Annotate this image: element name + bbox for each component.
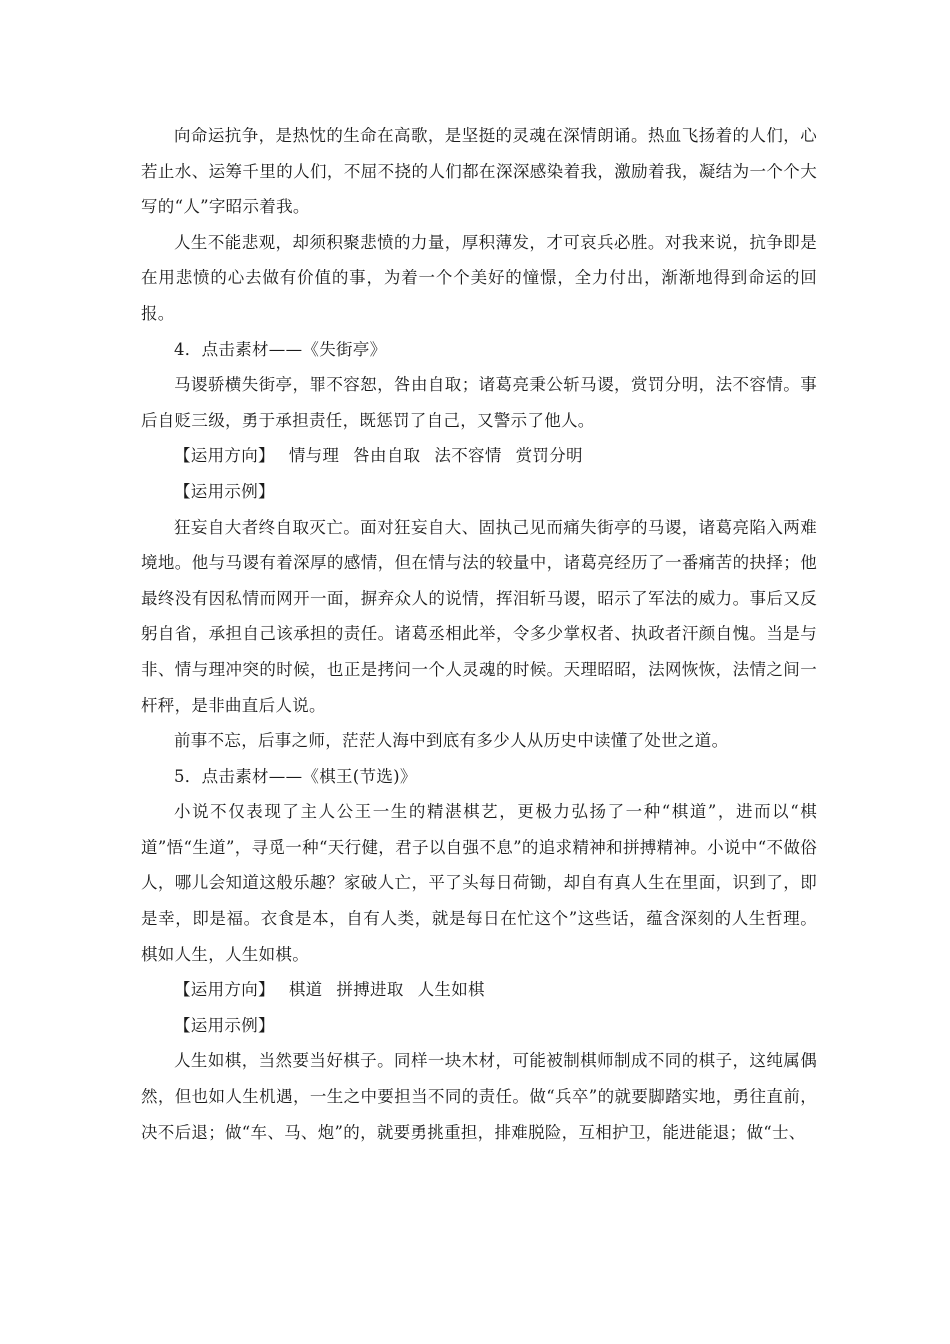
section-heading-5: 5．点击素材——《棋王(节选)》	[174, 766, 417, 786]
paragraph: 人生如棋，当然要当好棋子。同样一块木材，可能被制棋师制成不同的棋子，这纯属偶然，但也如人生机遇，一生之中要担当不同的责任。做“兵卒”的就要脚踏实地，勇往直前，决不后退；做“车、马、炮”的，就要勇挑重担，排难脱险，互相护卫，能进能退；做“士、	[141, 1051, 817, 1142]
paragraph: 人生不能悲观，却须积聚悲愤的力量，厚积薄发，才可哀兵必胜。对我来说，抗争即是在用悲愤的心去做有价值的事，为着一个个美好的憧憬，全力付出，渐渐地得到命运的回报。	[141, 232, 817, 323]
document-body	[141, 118, 817, 1150]
usage-direction-label: 【运用方向】	[174, 980, 275, 1000]
usage-example-label-4: 【运用示例】	[174, 481, 275, 501]
usage-direction-4	[141, 438, 817, 474]
paragraph: 马谡骄横失街亭，罪不容恕，咎由自取；诸葛亮秉公斩马谡，赏罚分明，法不容情。事后自贬三级，勇于承担责任，既惩罚了自己，又警示了他人。	[141, 375, 817, 430]
usage-keyword: 赏罚分明	[515, 446, 583, 466]
usage-keyword: 咎由自取	[353, 446, 421, 466]
usage-keyword: 法不容情	[434, 446, 502, 466]
paragraph: 前事不忘，后事之师，茫茫人海中到底有多少人从历史中读懂了处世之道。	[174, 731, 729, 751]
usage-keyword: 拼搏进取	[336, 980, 404, 1000]
usage-keyword: 情与理	[288, 446, 340, 466]
usage-direction-label: 【运用方向】	[174, 446, 275, 466]
paragraph: 向命运抗争，是热忱的生命在高歌，是坚挺的灵魂在深情朗诵。热血飞扬着的人们，心若止水、运筹千里的人们，不屈不挠的人们都在深深感染着我，激励着我，凝结为一个个大写的“人”字昭示着我。	[141, 126, 817, 217]
usage-keyword: 棋道	[288, 980, 323, 1000]
section-heading-4: 4．点击素材——《失街亭》	[174, 339, 387, 359]
usage-direction-5	[141, 972, 817, 1008]
usage-example-label-5: 【运用示例】	[174, 1015, 275, 1035]
usage-keyword: 人生如棋	[417, 980, 485, 1000]
paragraph: 小说不仅表现了主人公王一生的精湛棋艺，更极力弘扬了一种“棋道”，进而以“棋道”悟“生道”，寻觅一种“天行健，君子以自强不息”的追求精神和拼搏精神。小说中“不做俗人，哪儿会知道这般乐趣？家破人亡，平了头每日荷锄，却自有真人生在里面，识到了，即是幸，即是福。衣食是本，自有人类，就是每日在忙这个”这些话，蕴含深刻的人生哲理。棋如人生，人生如棋。	[141, 802, 817, 964]
paragraph: 狂妄自大者终自取灭亡。面对狂妄自大、固执己见而痛失街亭的马谡，诸葛亮陷入两难境地。他与马谡有着深厚的感情，但在情与法的较量中，诸葛亮经历了一番痛苦的抉择；他最终没有因私情而网开一面，摒弃众人的说情，挥泪斩马谡，昭示了军法的威力。事后又反躬自省，承担自己该承担的责任。诸葛丞相此举，令多少掌权者、执政者汗颜自愧。当是与非、情与理冲突的时候，也正是拷问一个人灵魂的时候。天理昭昭，法网恢恢，法情之间一杆秤，是非曲直后人说。	[141, 517, 817, 715]
